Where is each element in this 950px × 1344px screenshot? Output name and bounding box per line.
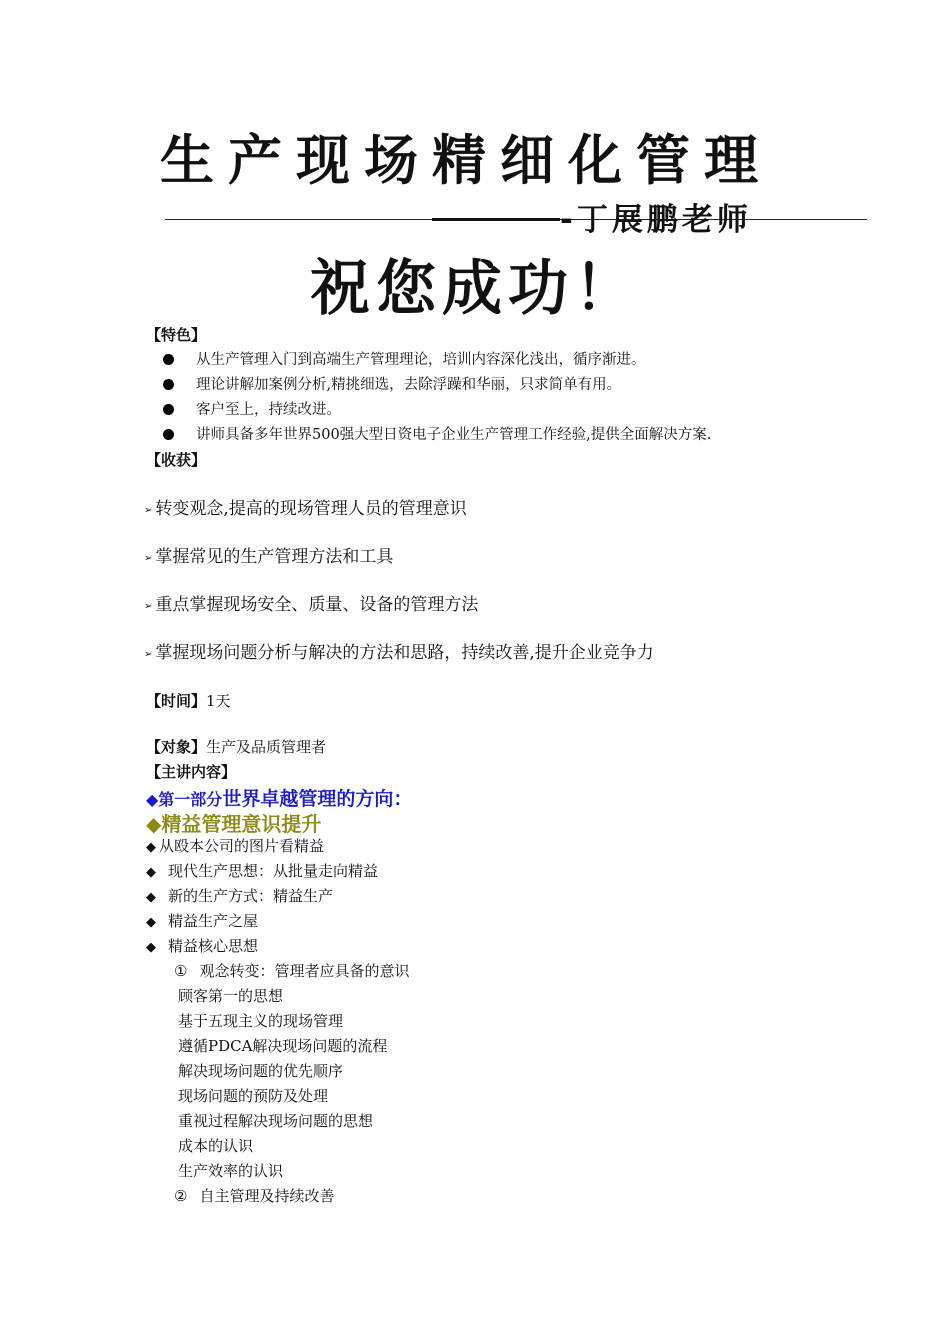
arrow-bullet-icon: ➢ <box>144 649 153 660</box>
sub-item: 解决现场问题的优先顺序 <box>178 1062 344 1080</box>
content-item: ◆ 精益核心思想 <box>146 937 259 955</box>
gain-item: ➢ 掌握常见的生产管理方法和工具 <box>144 547 394 567</box>
gain-item: ➢ 转变观念,提高的现场管理人员的管理意识 <box>144 499 467 519</box>
sub-item: 重视过程解决现场问题的思想 <box>178 1112 374 1130</box>
feature-item: 从生产管理入门到高端生产管理理论，培训内容深化浅出，循序渐进。 <box>163 349 646 371</box>
part2-heading: ◆精益管理意识提升 <box>146 812 322 836</box>
sub-item: 成本的认识 <box>178 1137 254 1155</box>
content-item: ◆ 精益生产之屋 <box>146 912 259 930</box>
arrow-bullet-icon: ➢ <box>144 601 153 612</box>
part1-heading: ◆第一部分世界卓越管理的方向： <box>146 788 413 810</box>
diamond-bullet-icon: ◆ <box>146 890 156 905</box>
bullet-dot-icon <box>163 429 174 440</box>
time-line: 【时间】1天 <box>146 692 231 710</box>
content-label: 【主讲内容】 <box>146 763 237 781</box>
sub-item: 生产效率的认识 <box>178 1162 284 1180</box>
content-item: ◆ 从殴本公司的图片看精益 <box>146 837 325 855</box>
arrow-bullet-icon: ➢ <box>144 505 153 516</box>
wish-banner: 祝您成功！ <box>310 254 640 324</box>
page-title: 生产现场精细化管理 <box>160 129 772 192</box>
gains-label: 【收获】 <box>146 451 207 469</box>
sub-heading-2: ② 自主管理及持续改善 <box>174 1187 335 1205</box>
features-label: 【特色】 <box>146 326 207 344</box>
bullet-dot-icon <box>163 354 174 365</box>
sub-item: 遵循PDCA解决现场问题的流程 <box>178 1037 388 1055</box>
content-item: ◆ 现代生产思想：从批量走向精益 <box>146 862 379 880</box>
sub-heading-1: ① 观念转变：管理者应具备的意识 <box>174 962 410 980</box>
author-dash <box>432 218 560 221</box>
content-item: ◆ 新的生产方式：精益生产 <box>146 887 334 905</box>
author-line: -丁展鹏老师 <box>560 202 752 238</box>
bullet-dot-icon <box>163 404 174 415</box>
feature-item: 讲师具备多年世界500强大型日资电子企业生产管理工作经验,提供全面解决方案. <box>163 424 711 446</box>
gain-item: ➢ 掌握现场问题分析与解决的方法和思路，持续改善,提升企业竞争力 <box>144 643 654 663</box>
sub-item: 基于五现主义的现场管理 <box>178 1012 344 1030</box>
gain-item: ➢ 重点掌握现场安全、质量、设备的管理方法 <box>144 595 479 615</box>
sub-item: 顾客第一的思想 <box>178 987 284 1005</box>
diamond-bullet-icon: ◆ <box>146 865 156 880</box>
bullet-dot-icon <box>163 379 174 390</box>
sub-item: 现场问题的预防及处理 <box>178 1087 329 1105</box>
diamond-bullet-icon: ◆ <box>146 915 156 930</box>
diamond-bullet-icon: ◆ <box>146 940 156 955</box>
arrow-bullet-icon: ➢ <box>144 553 153 564</box>
diamond-bullet-icon: ◆ <box>146 840 156 855</box>
audience-line: 【对象】生产及品质管理者 <box>146 738 327 756</box>
feature-item: 理论讲解加案例分析,精挑细选，去除浮躁和华丽，只求简单有用。 <box>163 374 621 396</box>
feature-item: 客户至上，持续改进。 <box>163 399 341 421</box>
